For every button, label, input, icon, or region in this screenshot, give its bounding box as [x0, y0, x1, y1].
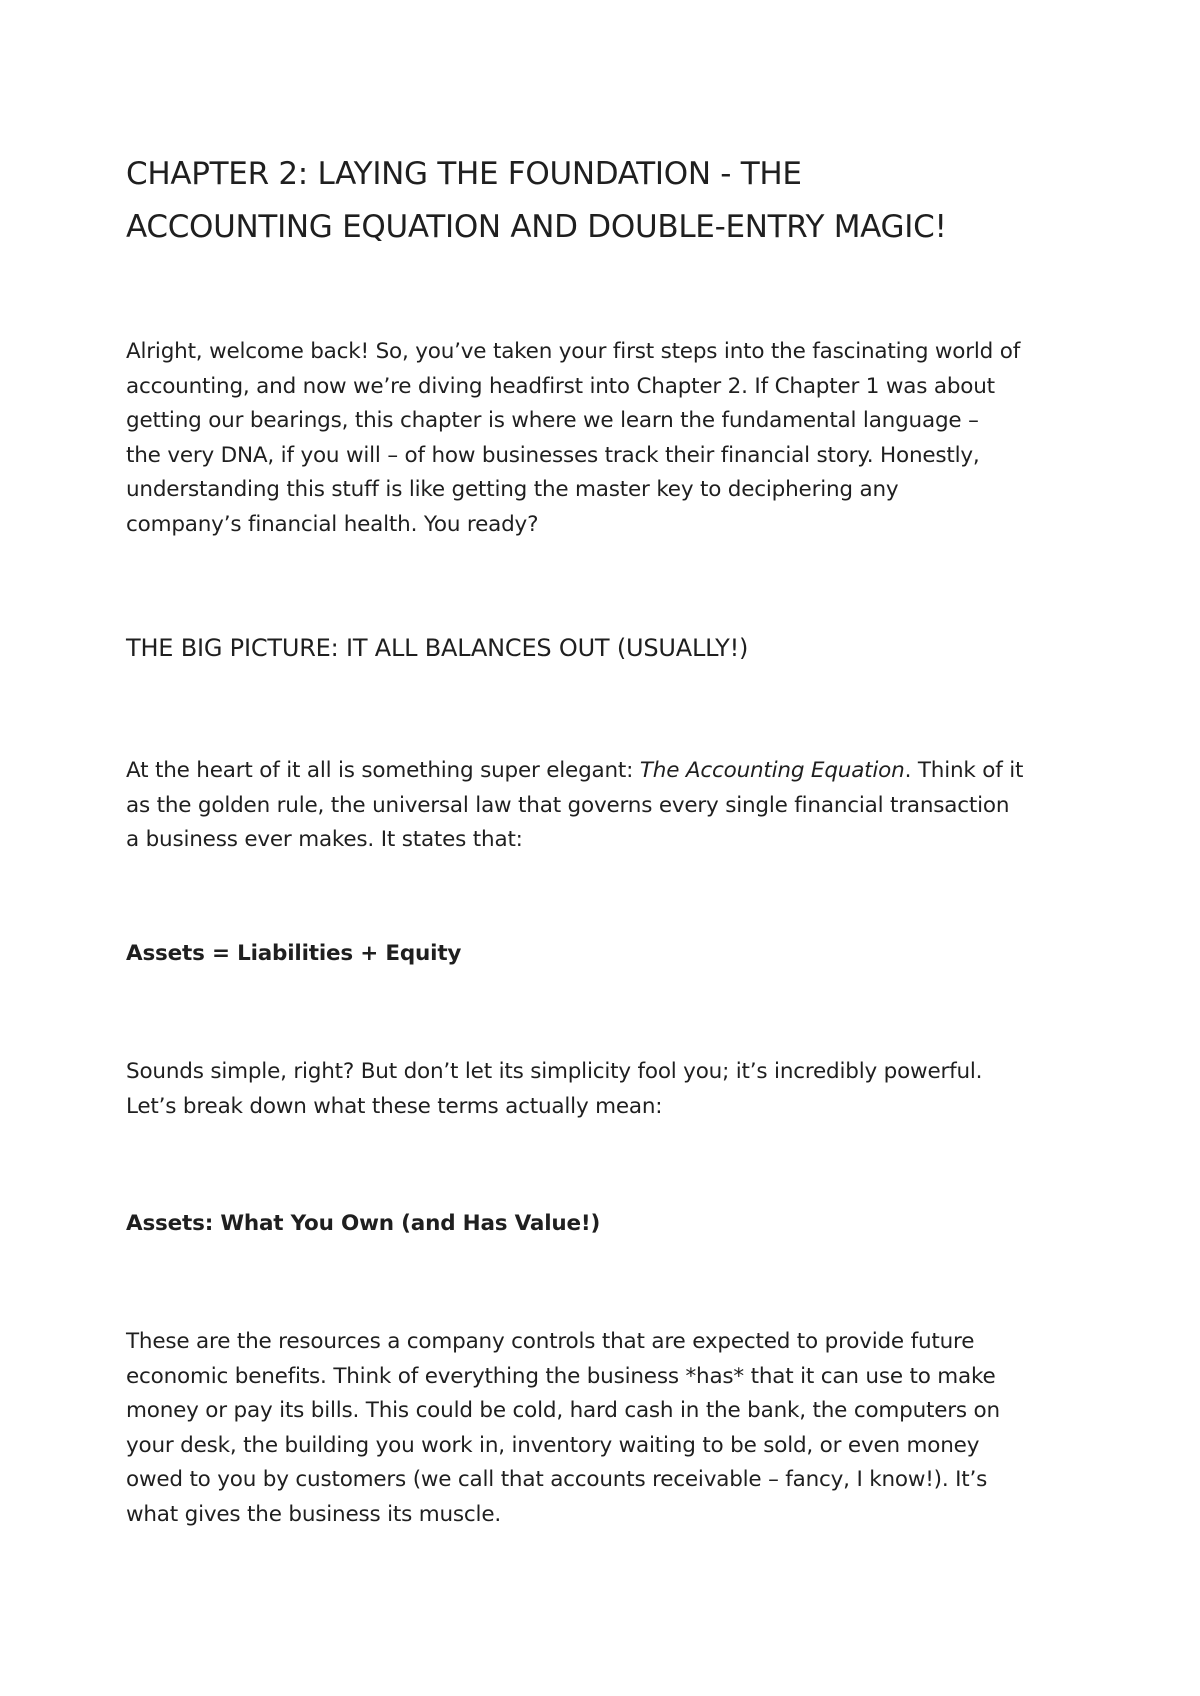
text-line: your desk, the building you work in, inventory waiting to be sold, or even money	[126, 1432, 980, 1458]
text-line: economic benefits. Think of everything the business *has* that it can use to make	[126, 1363, 996, 1389]
text-line: These are the resources a company controls that are expected to provide future	[126, 1329, 975, 1354]
intro-paragraph	[126, 335, 1086, 543]
text-line: getting our bearings, this chapter is where we learn the fundamental language –	[126, 408, 979, 434]
text-line: the very DNA, if you will – of how businesses track their financial story. Honestly,	[126, 442, 980, 468]
text-segment: At the heart of it all is something super elegant:	[126, 758, 640, 783]
text-line: as the golden rule, the universal law that governs every single financial transaction	[126, 792, 1010, 818]
section-heading: THE BIG PICTURE: IT ALL BALANCES OUT (USUALLY!)	[126, 634, 749, 662]
text-segment: . Think of it	[904, 758, 1024, 783]
text-line: company’s financial health. You ready?	[126, 511, 539, 537]
simplicity-paragraph	[126, 1055, 1086, 1124]
chapter-title	[126, 148, 1086, 254]
text-line: money or pay its bills. This could be cold, hard cash in the bank, the computers on	[126, 1398, 1000, 1424]
assets-heading: Assets: What You Own (and Has Value!)	[126, 1211, 601, 1236]
italic-term: The Accounting Equation	[639, 758, 905, 783]
chapter-title-line: CHAPTER 2: LAYING THE FOUNDATION - THE	[126, 156, 802, 192]
text-line: Let’s break down what these terms actually mean:	[126, 1093, 663, 1119]
chapter-title-line: ACCOUNTING EQUATION AND DOUBLE-ENTRY MAGIC!	[126, 209, 947, 245]
text-line: what gives the business its muscle.	[126, 1501, 501, 1527]
text-line: a business ever makes. It states that:	[126, 827, 523, 853]
text-line: owed to you by customers (we call that accounts receivable – fancy, I know!). It’s	[126, 1467, 988, 1493]
assets-paragraph	[126, 1325, 1086, 1533]
text-line: Sounds simple, right? But don’t let its simplicity fool you; it’s incredibly powerful.	[126, 1059, 983, 1084]
accounting-equation: Assets = Liabilities + Equity	[126, 941, 462, 966]
text-line: accounting, and now we’re diving headfirst into Chapter 2. If Chapter 1 was about	[126, 373, 995, 399]
text-line: understanding this stuff is like getting the master key to deciphering any	[126, 477, 899, 503]
text-line: Alright, welcome back! So, you’ve taken your first steps into the fascinating world of	[126, 339, 1021, 364]
equation-intro-paragraph	[126, 754, 1086, 858]
